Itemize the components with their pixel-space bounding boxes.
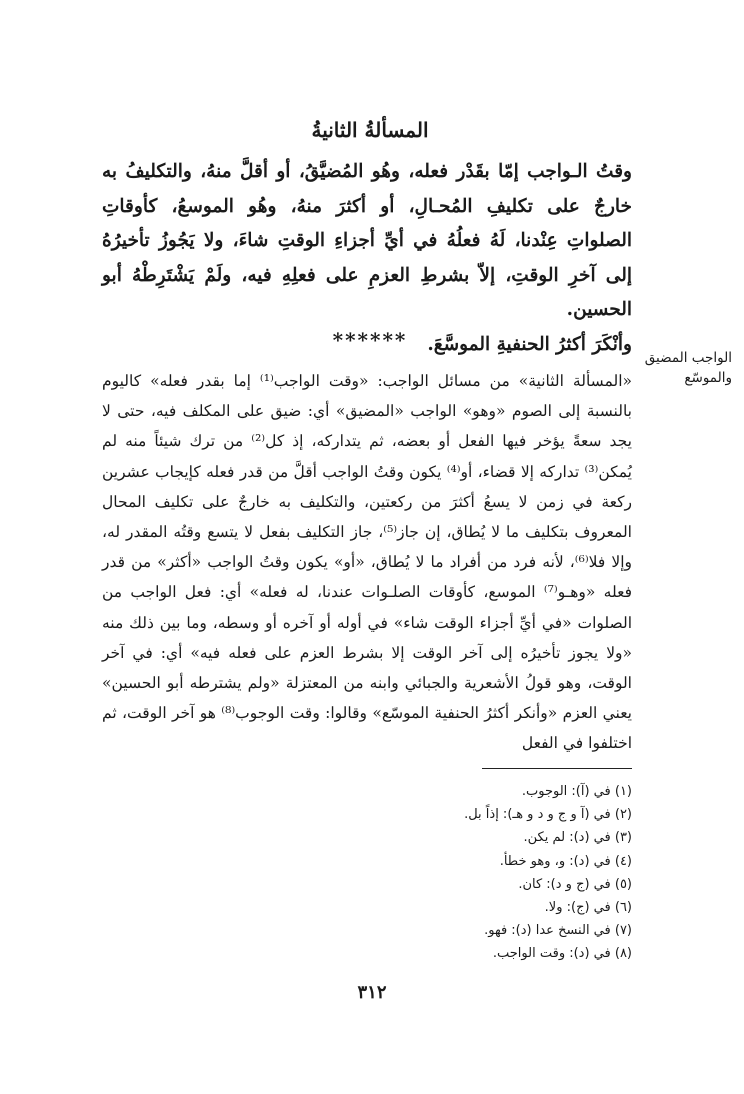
footnote-item: (٥) في (ج و د): كان. <box>518 876 632 892</box>
page-number: ٣١٢ <box>357 982 387 1003</box>
separator-stars: ****** <box>332 328 408 352</box>
footnote-item: (٣) في (د): لم يكن. <box>523 830 632 846</box>
footnotes-list <box>332 780 632 966</box>
footnote-item: (٢) في (آ و ج و د و هـ): إذاً بل. <box>464 807 632 823</box>
main-text-last-line: وأنْكَرَ أكثرُ الحنفيةِ الموسَّعَ. <box>427 333 632 355</box>
footnote-rule <box>482 768 632 769</box>
footnote-item: (٧) في النسخ عدا (د): فهو. <box>484 923 632 939</box>
footnote-item: (٨) في (د): وقت الواجب. <box>492 946 632 962</box>
section-title: المسألةُ الثانيةُ <box>311 118 429 142</box>
margin-note: الواجب المضيق والموسّع <box>644 350 732 386</box>
footnote-item: (٤) في (د): و، وهو خطأ. <box>499 853 632 869</box>
main-text-paragraph: وقتُ الـواجب إمّا بقَدْر فعله، وهُو المُضيَّقُ، أو أقلَّ منهُ، والتكليفُ به خارجٌ على تكليفِ المُحـالِ، أو أكثرَ منهُ، وهُو الموسعُ، كأوقاتِ الصلواتِ عِنْدنا، لَهُ فعلُهُ في أيِّ أجزاءِ الوقتِ شاءَ، ولا يَجُوزُ تأخيرُهُ إلى آخرِ الوقتِ، إلاّ بشرطِ العزمِ على فعلِهِ فيه، ولَمْ يَشْتَرِطْهُ أبو الحسين. <box>102 161 632 320</box>
footnote-item: (٦) في (ج): ولا. <box>544 900 632 916</box>
commentary-paragraph: «المسألة الثانية» من مسائل الواجب: «وقت الواجب⁽¹⁾ إما بقدر فعله» كاليوم بالنسبة إلى الصوم «وهو» الواجب «المضيق» أي: ضيق على المكلف فيه، حتى لا يجد سعةً يؤخر فيها الفعل أو بعضه، ثم يتداركه، إذ كل⁽²⁾ من ترك شيئاً منه لم يُمكن⁽³⁾ تداركه إلا قضاء، أو⁽⁴⁾ يكون وقتُ الواجب أقلَّ من قدر فعله كإيجاب عشرين ركعة في زمن لا يسعُ أكثرَ من ركعتين، والتكليف به خارجٌ على تكليف المحال المعروف بتكليف ما لا يُطاق، إن جاز⁽⁵⁾، جاز التكليف بفعل لا يتسع وقتُه المقدر له، وإلا فلا⁽⁶⁾، لأنه فرد من أفراد ما لا يُطاق، «أو» يكون وقتُ الواجب «أكثر» من قدر فعله «وهـو⁽⁷⁾ الموسع، كأوقات الصلـوات عندنا، له فعله» أي: فعل الواجب من الصلوات «في أيِّ أجزاء الوقت شاء» في أوله أو آخره أو وسطه، وما بين ذلك منه «ولا يجوز تأخيرُه إلى آخر الوقت إلا بشرط العزم على فعله فيه» أي: في آخر الوقت، وهو قولُ الأشعرية والجبائي وابنه من المعتزلة «ولم يشترطه أبو الحسين» يعني العزم «وأنكر أكثرُ الحنفية الموسّع» وقالوا: وقت الوجوب⁽⁸⁾ هو آخر الوقت، ثم اختلفوا في الفعل <box>102 372 632 753</box>
footnote-item: (١) في (آ): الوجوب. <box>521 784 632 799</box>
commentary-block <box>102 366 632 759</box>
